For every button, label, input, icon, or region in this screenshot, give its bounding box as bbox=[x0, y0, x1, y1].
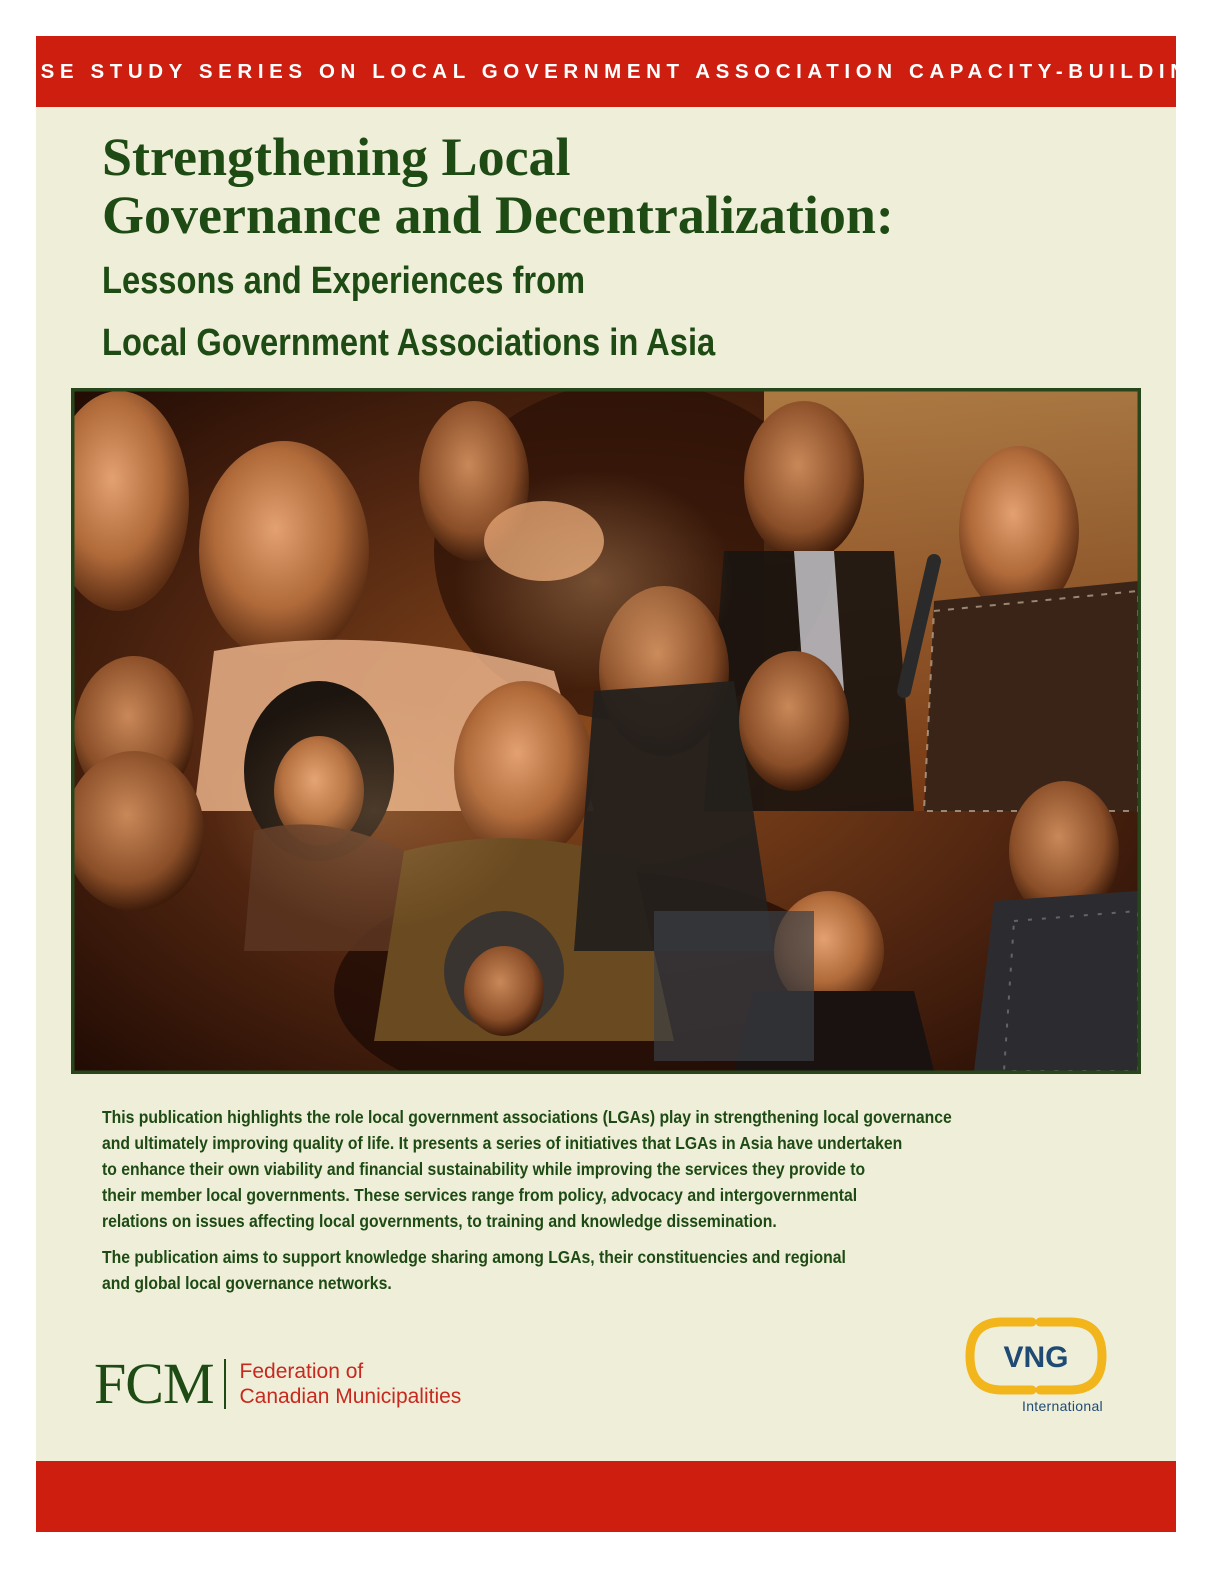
subtitle-line-2: Local Government Associations in Asia bbox=[102, 322, 716, 364]
main-title-line-2: Governance and Decentralization: bbox=[102, 185, 894, 245]
fcm-name-line-1: Federation of bbox=[239, 1360, 364, 1383]
vng-logo-letters: VNG bbox=[1003, 1341, 1069, 1374]
description-paragraph-1 bbox=[102, 1104, 1047, 1234]
fcm-logo bbox=[94, 1351, 462, 1416]
vng-logo-subtitle: International bbox=[1022, 1398, 1103, 1414]
description-line: to enhance their own viability and financial sustainability while improving the services they provide to bbox=[102, 1159, 866, 1179]
description-text bbox=[102, 1104, 1047, 1306]
cover-page bbox=[0, 36, 1213, 1532]
subtitle-line-1: Lessons and Experiences from bbox=[102, 260, 586, 302]
bottom-banner bbox=[36, 1461, 1176, 1532]
main-title bbox=[102, 128, 894, 244]
top-banner bbox=[0, 36, 1213, 107]
description-line: relations on issues affecting local governments, to training and knowledge dissemination. bbox=[102, 1211, 777, 1231]
series-label: CASE STUDY SERIES ON LOCAL GOVERNMENT ASSOCIATION CAPACITY-BUILDING bbox=[0, 59, 1213, 83]
description-line: The publication aims to support knowledge sharing among LGAs, their constituencies and regional bbox=[102, 1247, 846, 1267]
fcm-name-line-2: Canadian Municipalities bbox=[239, 1385, 462, 1408]
fcm-logo-divider bbox=[224, 1359, 226, 1409]
description-line: and global local governance networks. bbox=[102, 1273, 392, 1293]
description-line: their member local governments. These services range from policy, advocacy and intergovernmental bbox=[102, 1185, 858, 1205]
cover-photo-collage bbox=[71, 388, 1141, 1074]
photo-collage-graphic bbox=[74, 391, 1138, 1071]
fcm-logo-letters: FCM bbox=[94, 1351, 214, 1416]
subtitle bbox=[102, 250, 715, 374]
description-paragraph-2 bbox=[102, 1244, 1047, 1296]
fcm-organization-name bbox=[240, 1359, 462, 1409]
description-line: and ultimately improving quality of life. It presents a series of initiatives that LGAs in Asia have undertaken bbox=[102, 1133, 903, 1153]
description-line: This publication highlights the role local government associations (LGAs) play in strengthening local governance bbox=[102, 1107, 952, 1127]
main-title-line-1: Strengthening Local bbox=[102, 127, 571, 187]
